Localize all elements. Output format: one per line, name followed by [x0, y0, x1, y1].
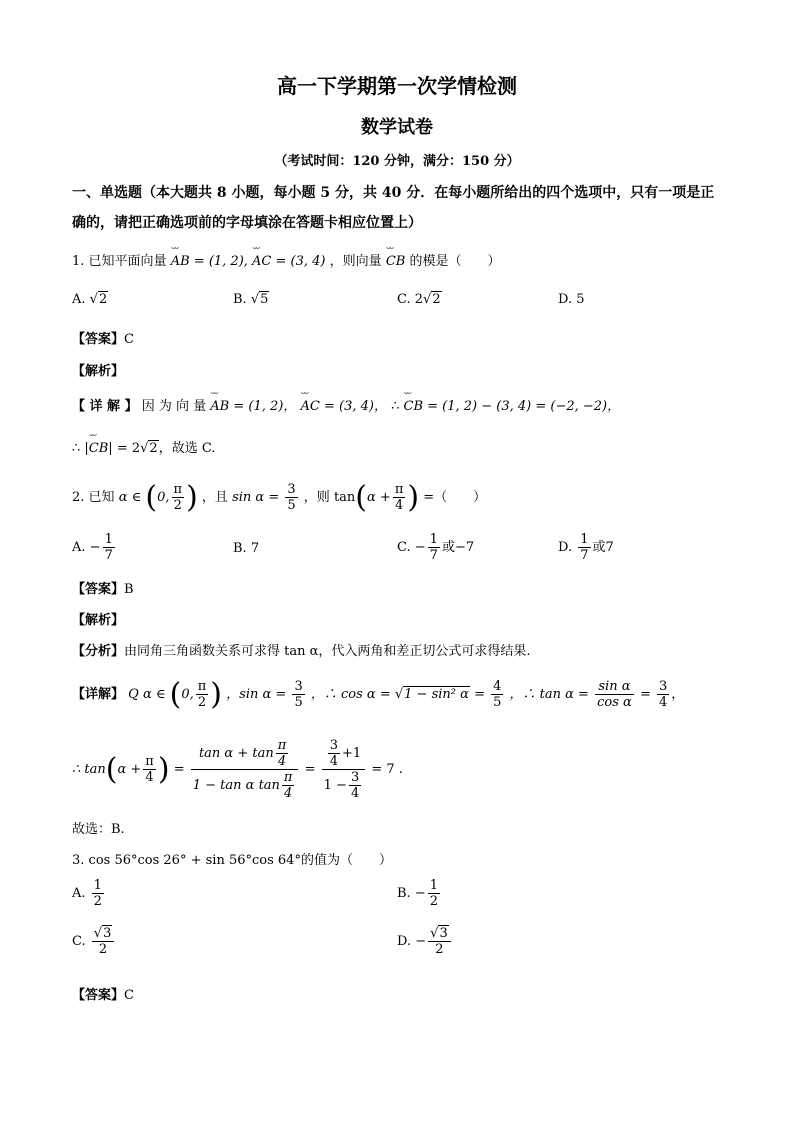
denominator: 2	[93, 894, 102, 909]
vector-ab: ⌣⌣ AB	[210, 399, 229, 414]
option-label: A.	[72, 540, 86, 555]
denominator: 2	[197, 695, 207, 710]
question-text: 的模是（ ）	[409, 254, 501, 269]
numerator: 3	[350, 770, 360, 785]
numerator: 3	[287, 482, 296, 497]
radicand: 1 − sin² α	[404, 687, 469, 702]
analysis-text: 由同角三角函数关系可求得 tan α，代入两角和差正切公式可求得结果.	[124, 644, 531, 659]
question-number: 1.	[72, 254, 85, 269]
option-label: A.	[72, 886, 86, 901]
answer-line	[72, 578, 134, 597]
denominator: 7	[429, 548, 438, 563]
section-instruction: 一、单选题（本大题共 8 小题，每小题 5 分，共 40 分．在每小题所给出的四个选项中，只有一项是正确的，请把正确选项前的字母填涂在答题卡相应位置上）	[72, 185, 715, 231]
denominator: 5	[294, 695, 303, 710]
answer-value: C	[124, 988, 134, 1003]
option-label: B.	[233, 292, 247, 307]
q1-detail-line2: ∴ |⌣⌣ CB| = 2√2，故选 C.	[72, 437, 215, 456]
denominator-text: 1 −	[323, 778, 347, 793]
question-2: 2. 已知 α ∈ (0, $\frac{\pi}{2}$ ) ，且 sin α = $\frac{3}{5}$ ，则 tan(α + $\frac{\pi}{4}$ ) =（ ）	[72, 480, 487, 515]
answer-line	[72, 328, 134, 347]
option-label: D.	[397, 934, 412, 949]
analysis-tag: 【解析】	[72, 364, 125, 379]
option-a	[72, 532, 117, 563]
punctuation: ，	[671, 687, 685, 702]
fraction	[428, 532, 440, 563]
radicand: 3	[439, 926, 448, 941]
equals: = 2	[116, 441, 141, 456]
option-b	[233, 292, 269, 307]
vector-ac: ⌣⌣ AC	[252, 254, 271, 269]
numerator-text: +1	[342, 746, 362, 761]
numerator: 3	[294, 679, 303, 694]
fraction	[92, 878, 104, 909]
equals: =	[304, 762, 316, 777]
denominator: 4	[329, 754, 338, 769]
option-label: B.	[233, 541, 247, 556]
question-text: 已知	[88, 490, 115, 505]
fraction	[196, 679, 209, 710]
coefficient: 2	[414, 292, 424, 307]
answer-value: C	[124, 332, 134, 347]
analysis-tag: 【解析】	[72, 613, 125, 628]
numerator: 1	[580, 532, 589, 547]
math-expr: sin α =	[232, 490, 280, 505]
vector-value: = (3, 4)	[275, 254, 326, 269]
analysis-line	[72, 640, 531, 659]
denominator: 5	[287, 498, 296, 513]
answer-tag: 【答案】	[72, 332, 125, 347]
sqrt: √2	[140, 441, 158, 456]
denominator: 4	[350, 786, 360, 801]
denominator	[191, 770, 299, 801]
vector-ac: ⌣⌣ AC	[300, 399, 319, 414]
vector-value: = (1, 2)，	[233, 399, 297, 414]
fraction	[143, 754, 156, 785]
vector-value: = (3, 4)，	[323, 399, 387, 414]
math-expr: tan	[333, 490, 356, 505]
numerator	[322, 738, 366, 770]
q2-detail-line2: ∴ tan(α + $\frac{\pi}{4}$ ) = tan α + tan $\frac{\pi}{4}$ 1 − tan α tan $\frac{\pi}{4}$ = $\frac{3}{4}$ +1 1 − $\frac{3}{4}$ = 7 .	[72, 738, 403, 801]
big-fraction	[191, 738, 299, 801]
q2-detail-line1: 【详解】 Q α ∈ (0, $\frac{\pi}{2}$ ) ，sin α = $\frac{3}{5}$ ，∴ cos α = √1 − sin² α = $\frac{4}{5}$ ，∴ tan α = $\frac{\text{sin α}}{\text{cos α}}$ = $\frac{3}{4}$ ，	[72, 677, 685, 712]
detail-tag: 【详解】	[72, 687, 125, 702]
sqrt: √5	[250, 292, 269, 307]
q1-detail-line1	[72, 395, 620, 414]
denominator-text: 1 − tan α tan	[192, 778, 280, 793]
math-expr: ∴ tan	[72, 762, 106, 777]
detail-text: ，故选 C.	[158, 441, 216, 456]
option-d	[558, 292, 585, 307]
option-a	[72, 878, 106, 909]
answer-value: B	[124, 582, 134, 597]
numerator	[191, 738, 299, 770]
fraction	[103, 532, 115, 563]
question-text: ，则	[303, 490, 330, 505]
sqrt: √2	[89, 292, 108, 307]
math-expr: 0,	[181, 687, 194, 702]
numerator: 1	[429, 532, 438, 547]
denominator	[322, 770, 366, 801]
fraction	[349, 770, 361, 801]
question-text: ，且	[201, 490, 228, 505]
sqrt: √2	[423, 292, 441, 307]
denominator: 7	[104, 548, 113, 563]
fraction	[292, 679, 304, 710]
fraction	[92, 926, 115, 957]
choose-line: 故选：B.	[72, 822, 125, 837]
fraction	[285, 482, 297, 513]
equals: =	[474, 687, 485, 702]
question-3	[72, 849, 392, 868]
option-label: D.	[558, 540, 573, 555]
option-c	[72, 926, 116, 957]
vector-cb: ⌣⌣ CB	[89, 441, 109, 456]
denominator: 4	[145, 770, 154, 785]
question-text: ，则向量	[329, 254, 382, 269]
fraction	[393, 482, 406, 513]
radicand: 2	[432, 292, 441, 307]
sign: −	[414, 886, 426, 901]
numerator: π	[173, 482, 183, 497]
numerator: sin α	[595, 679, 634, 695]
therefore-symbol: ∴	[391, 399, 400, 414]
denominator: 2	[173, 498, 182, 513]
math-expr: 0,	[157, 490, 170, 505]
denominator: 2	[98, 942, 108, 957]
math-expr: α +	[367, 490, 391, 505]
numerator: π	[394, 482, 404, 497]
option-d	[558, 532, 614, 563]
numerator: π	[197, 679, 207, 694]
math-expr: α +	[117, 762, 142, 777]
fraction	[328, 738, 340, 769]
document-title: 高一下学期第一次学情检测	[277, 74, 517, 98]
numerator: 4	[493, 679, 502, 694]
option-c	[397, 292, 442, 307]
option-value: 5	[576, 292, 585, 307]
radicand: 2	[149, 441, 158, 456]
denominator: cos α	[597, 695, 632, 710]
math-expr: ，∴ tan α =	[509, 687, 589, 702]
denominator: 4	[277, 754, 287, 769]
fraction	[595, 679, 634, 710]
numerator-text: tan α + tan	[198, 746, 274, 761]
denominator: 4	[658, 695, 668, 710]
sign: −	[415, 934, 427, 949]
answer-tag: 【答案】	[72, 582, 125, 597]
subject-title: 数学试卷	[361, 117, 433, 138]
option-b	[397, 878, 442, 909]
fraction	[276, 738, 289, 769]
fraction	[428, 878, 440, 909]
result: = 7 .	[371, 762, 403, 777]
numerator: 3	[658, 679, 668, 694]
math-expr: α ∈	[118, 490, 142, 505]
question-number: 2.	[72, 490, 85, 505]
answer-line	[72, 984, 134, 1003]
question-1	[72, 250, 500, 269]
option-label: A.	[72, 292, 86, 307]
option-label: C.	[397, 540, 411, 555]
denominator: 7	[580, 548, 589, 563]
vector-expression: = (1, 2) − (3, 4) = (−2, −2)，	[427, 399, 621, 414]
option-label: D.	[558, 292, 573, 307]
numerator: π	[283, 770, 293, 785]
sign: −	[89, 540, 101, 555]
sign: −	[414, 540, 426, 555]
option-a	[72, 292, 108, 307]
numerator: π	[277, 738, 287, 753]
numerator: 1	[93, 878, 102, 893]
vector-value: = (1, 2),	[193, 254, 248, 269]
option-text: 或−7	[441, 540, 475, 555]
option-value: 7	[250, 541, 260, 556]
fraction	[282, 770, 295, 801]
big-fraction	[322, 738, 366, 801]
fraction	[578, 532, 590, 563]
denominator: 2	[429, 894, 439, 909]
option-label: C.	[397, 292, 411, 307]
analysis-fen-tag: 【分析】	[72, 644, 125, 659]
fraction	[491, 679, 503, 710]
math-expr: ，sin α =	[226, 687, 287, 702]
sqrt: √1 − sin² α	[394, 687, 469, 702]
vector-ab: ⌣⌣ AB	[171, 254, 190, 269]
vector-cb: ⌣⌣ CB	[386, 254, 406, 269]
option-label: C.	[72, 934, 86, 949]
numerator: π	[145, 754, 154, 769]
numerator: √3	[92, 926, 115, 942]
math-expr: Q α ∈	[128, 687, 166, 702]
denominator: 4	[394, 498, 404, 513]
numerator: √3	[428, 926, 451, 942]
denominator: 2	[435, 942, 444, 957]
numerator: 1	[104, 532, 113, 547]
option-d	[397, 926, 453, 957]
option-text: 或7	[592, 540, 614, 555]
exam-info: （考试时间：120 分钟，满分：150 分）	[274, 154, 520, 169]
numerator: 1	[429, 878, 439, 893]
fraction	[428, 926, 451, 957]
question-text: =（ ）	[423, 490, 487, 505]
answer-tag: 【答案】	[72, 988, 125, 1003]
radicand: 5	[260, 292, 269, 307]
denominator: 4	[284, 786, 293, 801]
option-b	[233, 541, 259, 556]
detail-tag: 【 详 解 】	[72, 399, 138, 414]
fraction	[172, 482, 185, 513]
question-text: cos 56°cos 26° + sin 56°cos 64°的值为（ ）	[88, 853, 392, 868]
question-number: 3.	[72, 853, 85, 868]
option-label: B.	[397, 886, 411, 901]
denominator: 5	[493, 695, 502, 710]
therefore-symbol: ∴	[72, 441, 81, 456]
math-expr: ，∴ cos α =	[310, 687, 391, 702]
detail-text: 因 为 向 量	[141, 399, 207, 414]
vector-cb: ⌣⌣ CB	[404, 399, 424, 414]
equals: =	[173, 762, 185, 777]
equals: =	[639, 687, 651, 702]
option-c	[397, 532, 474, 563]
question-text: 已知平面向量	[88, 254, 167, 269]
numerator: 3	[329, 738, 338, 753]
radicand: 3	[103, 926, 112, 941]
radicand: 2	[98, 292, 108, 307]
fraction	[657, 679, 669, 710]
